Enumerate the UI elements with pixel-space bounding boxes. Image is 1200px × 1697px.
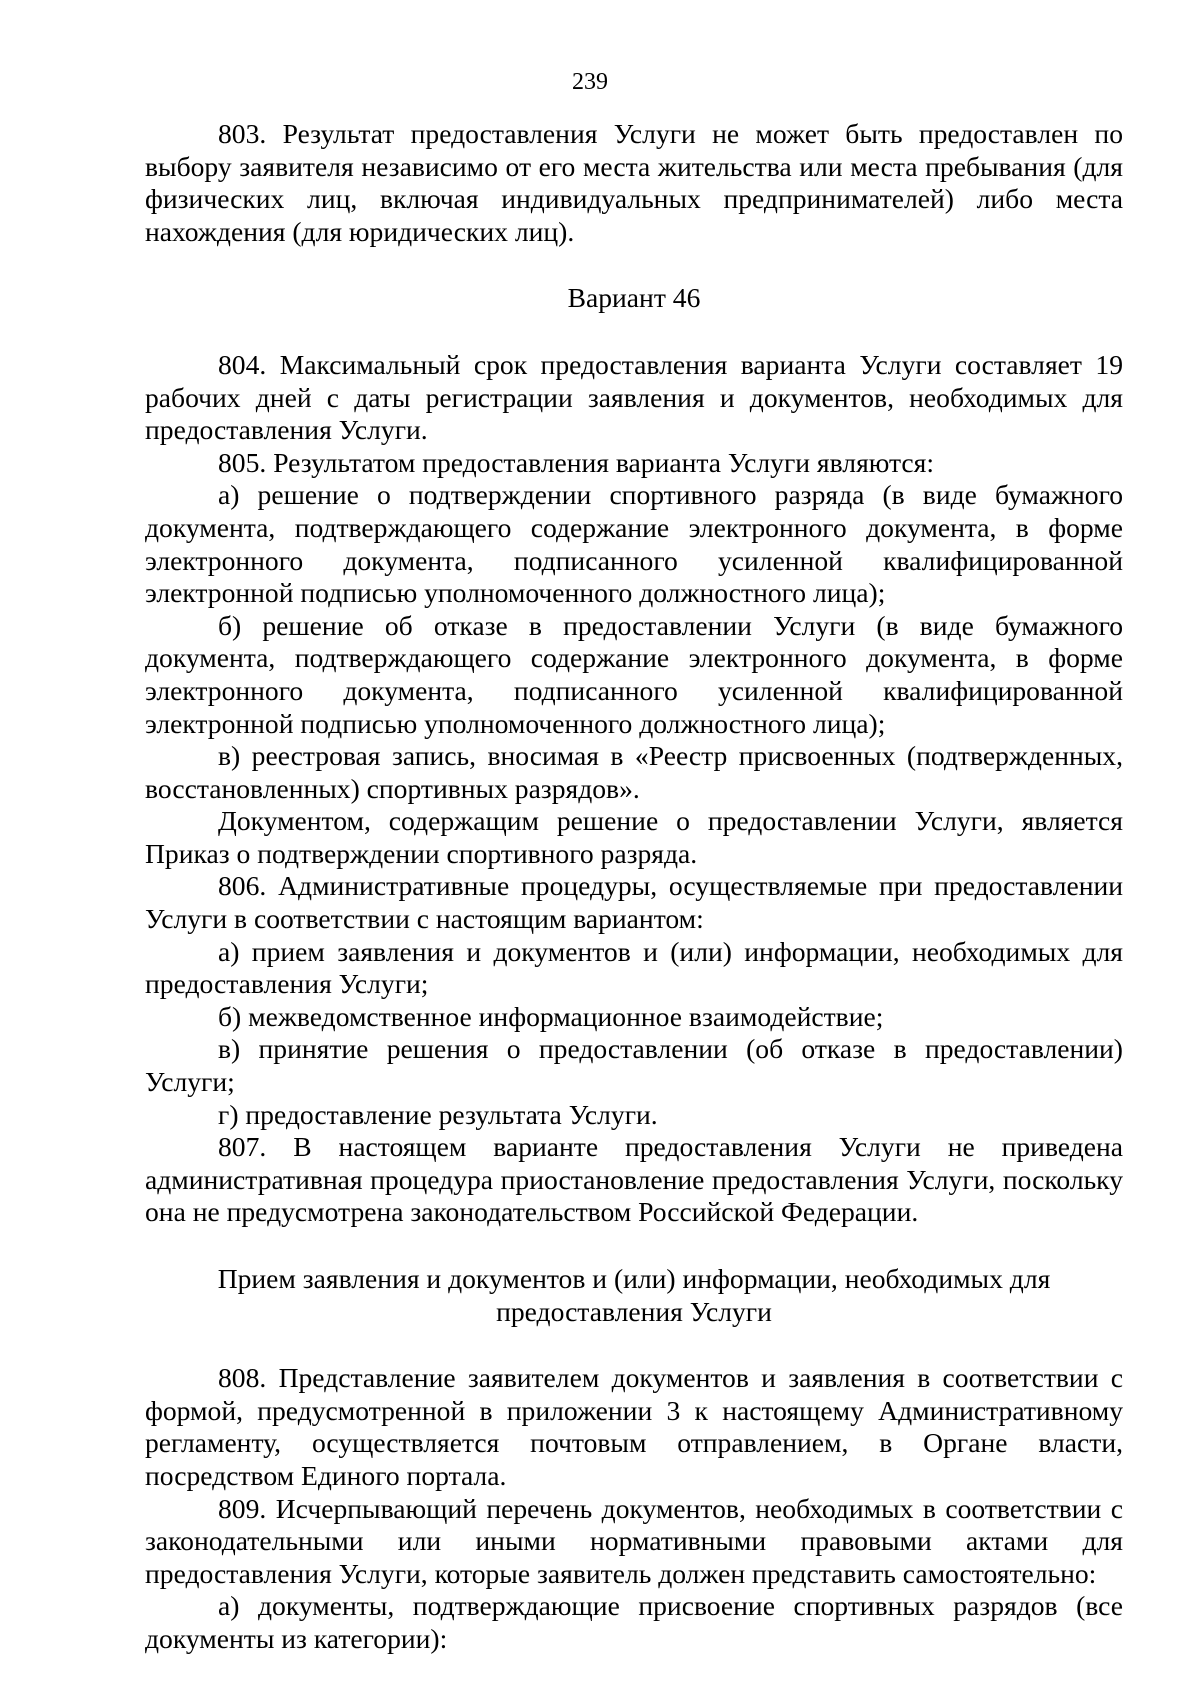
list-item-809-a: а) документы, подтверждающие присвоение спортивных разрядов (все документы из категории): xyxy=(145,1590,1123,1654)
list-item-806-c: в) принятие решения о предоставлении (об отказе в предоставлении) Услуги; xyxy=(145,1033,1123,1098)
list-item-806-d: г) предоставление результата Услуги. xyxy=(218,1098,658,1130)
list-item-805-c: в) реестровая запись, вносимая в «Реестр присвоенных (подтвержденных, восстановленных) спортивных разрядов». xyxy=(145,740,1123,804)
list-item-805-a: а) решение о подтверждении спортивного разряда (в виде бумажного документа, подтверждающего содержание электронного документа, в форме электронного документа, подписанного усиленной квалифицированной электронной подписью уполномоченного должностного лица); xyxy=(145,479,1123,609)
section-heading-reception: Прием заявления и документов и (или) информации, необходимых для предоставления Услуги xyxy=(217,1263,1051,1327)
paragraph-document-decision: Документом, содержащим решение о предоставлении Услуги, является Приказ о подтверждении спортивного разряда. xyxy=(145,805,1123,869)
paragraph-809: 809. Исчерпывающий перечень документов, необходимых в соответствии с законодательными или иными нормативными правовыми актами для предоставления Услуги, которые заявитель должен представить самостоятельно: xyxy=(145,1492,1123,1589)
paragraph-807: 807. В настоящем варианте предоставления Услуги не приведена административная процедура приостановление предоставления Услуги, поскольку она не предусмотрена законодательством Российской Федерации. xyxy=(145,1131,1123,1228)
paragraph-805: 805. Результатом предоставления варианта Услуги являются: xyxy=(218,446,935,478)
list-item-806-a: а) прием заявления и документов и (или) информации, необходимых для предоставления Услуги; xyxy=(145,935,1123,1000)
list-item-805-b: б) решение об отказе в предоставлении Услуги (в виде бумажного документа, подтверждающего содержание электронного документа, в форме электронного документа, подписанного усиленной квалифицированной электронной подписью уполномоченного должностного лица); xyxy=(145,609,1123,739)
paragraph-808: 808. Представление заявителем документов и заявления в соответствии с формой, предусмотренной в приложении 3 к настоящему Административному регламенту, осуществляется почтовым отправлением, в Органе власти, посредством Единого портала. xyxy=(145,1362,1123,1491)
paragraph-804: 804. Максимальный срок предоставления варианта Услуги составляет 19 рабочих дней с даты регистрации заявления и документов, необходимых для предоставления Услуги. xyxy=(145,348,1123,446)
page-number: 239 xyxy=(572,69,608,95)
section-heading-variant: Вариант 46 xyxy=(567,282,701,314)
paragraph-803: 803. Результат предоставления Услуги не может быть предоставлен по выбору заявителя независимо от его места жительства или места пребывания (для физических лиц, включая индивидуальных предпринимателей) либо места нахождения (для юридических лиц). xyxy=(145,118,1123,247)
document-body xyxy=(145,118,1123,1656)
paragraph-806: 806. Административные процедуры, осуществляемые при предоставлении Услуги в соответствии с настоящим вариантом: xyxy=(145,870,1123,935)
list-item-806-b: б) межведомственное информационное взаимодействие; xyxy=(218,1000,884,1032)
